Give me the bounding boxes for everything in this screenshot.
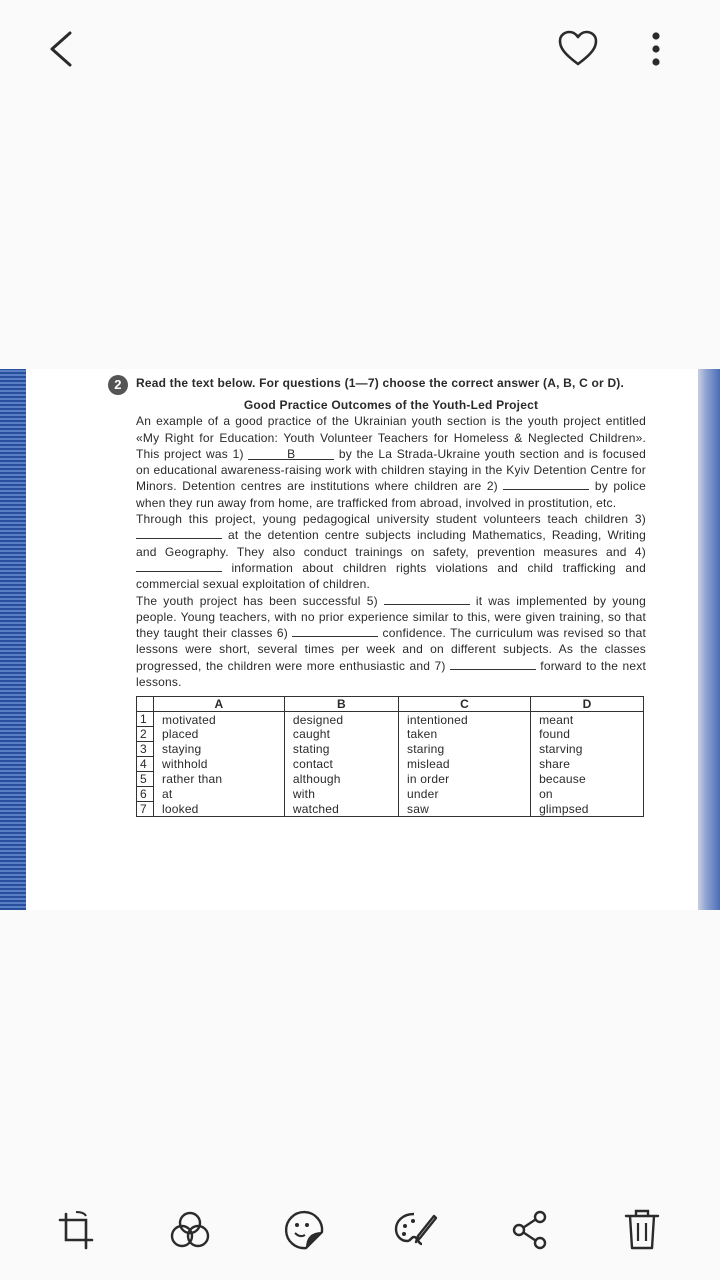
question-header <box>108 375 646 395</box>
table-row: 7 looked watched saw glimpsed <box>137 802 644 817</box>
paragraph-3: The youth project has been successful 5) it was implemented by young people. Young teachers, with no prior experience similar to this, were given training, so that they taught their classes 6) confidence. The curriculum was revised so that lessons were short, several times per week and on different subjects. As the classes progressed, the children were more enthusiastic and 7) forward to the next lessons. <box>136 593 647 690</box>
gap-1: B <box>248 449 334 460</box>
crop-rotate-button[interactable] <box>48 1202 104 1258</box>
more-options-icon <box>651 31 661 67</box>
paragraph-2: Through this project, young pedagogical university student volunteers teach children 3) at the detention centre subjects including Mathematics, Reading, Writing and Geography. They also conduct trainings on safety, prevention measures and 4) information about children rights violations and child trafficking and commercial sexual exploitation of children. <box>136 512 646 592</box>
back-icon <box>46 29 76 69</box>
top-toolbar <box>0 0 720 96</box>
gap-6 <box>292 626 378 637</box>
table-row: 6 at with under on <box>137 787 644 802</box>
column-header: C <box>399 697 531 712</box>
back-button[interactable] <box>36 24 86 74</box>
photo-left-edge <box>0 369 26 910</box>
instruction: Read the text below. For questions (1—7) choose the correct answer (A, B, C or D). <box>136 376 625 390</box>
draw-button[interactable] <box>388 1202 444 1258</box>
sticker-icon <box>282 1208 326 1252</box>
column-header: D <box>531 697 644 712</box>
more-options-button[interactable] <box>636 24 676 74</box>
answer-options-table <box>136 696 644 817</box>
exercise-text <box>108 375 646 817</box>
delete-button[interactable] <box>614 1202 670 1258</box>
table-row: 4 withhold contact mislead share <box>137 757 644 772</box>
gap-5 <box>384 594 470 605</box>
gap-2 <box>503 479 589 490</box>
delete-icon <box>624 1208 660 1252</box>
filters-icon <box>168 1208 212 1252</box>
share-button[interactable] <box>502 1202 558 1258</box>
text-title: Good Practice Outcomes of the Youth-Led Project <box>243 398 539 412</box>
table-row: 5 rather than although in order because <box>137 772 644 787</box>
column-header: A <box>154 697 285 712</box>
table-row: 1 motivated designed intentioned meant <box>137 712 644 727</box>
column-header: B <box>284 697 398 712</box>
table-row: 3 staying stating staring starving <box>137 742 644 757</box>
share-icon <box>510 1208 550 1252</box>
gap-4 <box>136 561 222 572</box>
question-number: 2 <box>108 375 128 395</box>
gap-7 <box>450 659 536 670</box>
crop-rotate-icon <box>56 1208 96 1252</box>
sticker-button[interactable] <box>276 1202 332 1258</box>
filters-button[interactable] <box>162 1202 218 1258</box>
favorite-button[interactable] <box>552 22 604 74</box>
gap-3 <box>136 528 222 539</box>
paragraph-1: An example of a good practice of the Ukrainian youth section is the youth project entitled «My Right for Education: Youth Volunteer Teachers for Homeless & Neglected Children». This project was 1) B by the La Strada-Ukraine youth section and is focused on educational awareness-raising work with children staying in the Kyiv Detention Centre for Minors. Detention centres are institutions where children are 2) by police when they run away from home, are trafficked from abroad, involved in prostitution, etc. <box>136 414 646 510</box>
photo-right-edge <box>698 369 720 910</box>
draw-icon <box>392 1208 440 1252</box>
bottom-toolbar <box>0 1180 720 1280</box>
table-row: 2 placed caught taken found <box>137 727 644 742</box>
heart-icon <box>557 29 599 67</box>
